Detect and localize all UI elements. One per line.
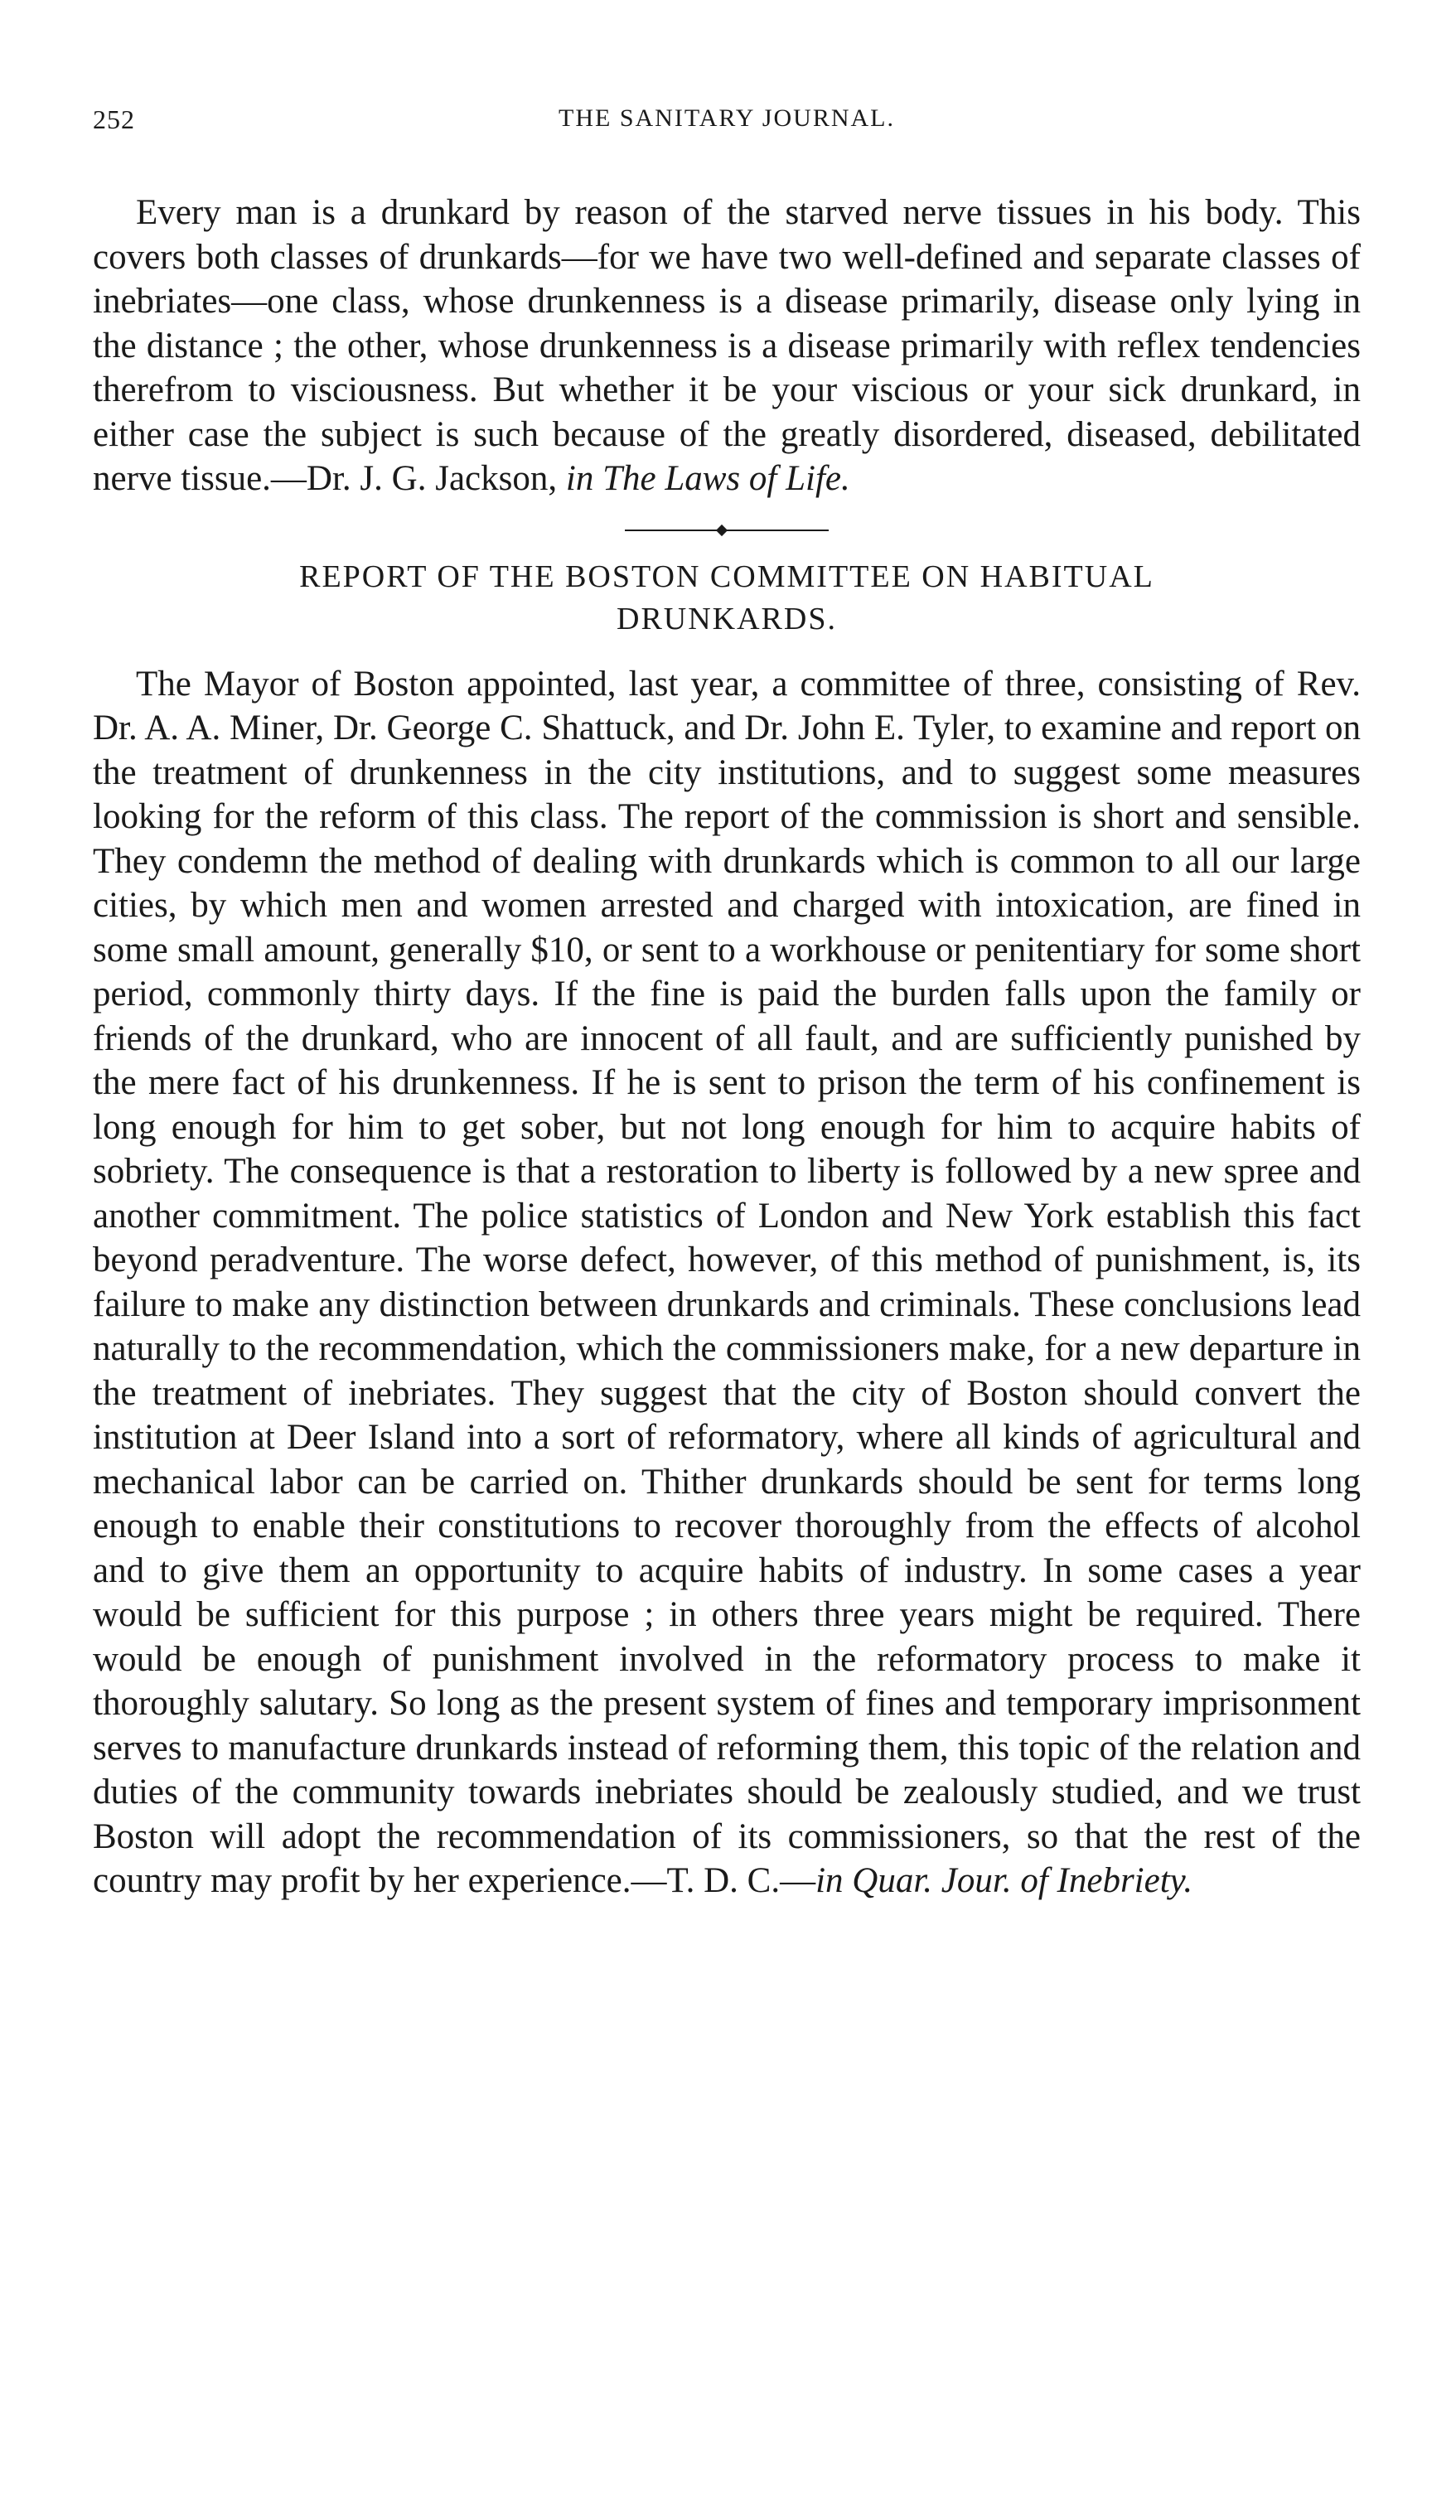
paragraph-2-citation: in Quar. Jour. of Inebriety.	[815, 1861, 1193, 1900]
document-page	[93, 98, 1361, 1903]
paragraph-1-text: Every man is a drunkard by reason of the starved nerve tissues in his body. This covers both classes of drunkards—for we have two well-defined and separate classes of inebriates—one class, whose drunkenness is a disease primarily, disease only lying in the distance ; the other, whose drunkenness is a disease primarily with reflex tendencies therefrom to visciousness. But whether it be your viscious or your sick drunkard, in either case the subject is such because of the greatly disordered, diseased, debilitated nerve tissue.—Dr. J. G. Jackson,	[93, 193, 1361, 498]
paragraph-2-text: The Mayor of Boston appointed, last year, a committee of three, consisting of Rev. Dr. A. A. Miner, Dr. George C. Shattuck, and Dr. John E. Tyler, to examine and report on the treatment of drunkenness in the city institutions, and to suggest some measures looking for the reform of this class. The report of the commission is short and sensible. They condemn the method of dealing with drunkards which is common to all our large cities, by which men and women arrested and charged with intoxication, are fined in some small amount, generally $10, or sent to a workhouse or penitentiary for some short period, commonly thirty days. If the fine is paid the burden falls upon the family or friends of the drunkard, who are innocent of all fault, and are sufficiently punished by the mere fact of his drunkenness. If he is sent to prison the term of his confinement is long enough for him to get sober, but not long enough for him to acquire habits of sobriety. The consequence is that a restoration to liberty is followed by a new spree and another commitment. The police statistics of London and New York establish this fact beyond peradventure. The worse defect, however, of this method of punishment, is, its failure to make any distinction between drunkards and criminals. These conclusions lead naturally to the recommendation, which the commissioners make, for a new departure in the treatment of inebriates. They suggest that the city of Boston should convert the institution at Deer Island into a sort of reformatory, where all kinds of agricultural and mechanical labor can be carried on. Thither drunkards should be sent for terms long enough to enable their constitutions to recover thoroughly from the effects of alcohol and to give them an opportunity to acquire habits of industry. In some cases a year would be sufficient for this purpose ; in others three years might be required. There would be enough of punishment involved in the reformatory process to make it thoroughly salutary. So long as the present system of fines and temporary imprisonment serves to manufacture drunkards instead of reforming them, this topic of the relation and duties of the community towards inebriates should be zealously studied, and we trust Boston will adopt the recommendation of its commissioners, so that the rest of the country may profit by her experience.—T. D. C.—	[93, 664, 1361, 1900]
section-heading-line-2: DRUNKARDS.	[617, 601, 837, 636]
running-head	[93, 98, 1361, 148]
section-heading	[93, 556, 1361, 641]
paragraph-boston-committee-report	[93, 662, 1361, 1903]
divider-ornament	[716, 524, 728, 535]
paragraph-1-citation: in The Laws of Life.	[565, 459, 850, 498]
section-heading-line-1: REPORT OF THE BOSTON COMMITTEE ON HABITUAL	[299, 559, 1154, 594]
paragraph-drunkard-nerve-tissue	[93, 191, 1361, 501]
page-number: 252	[93, 104, 135, 134]
journal-title: THE SANITARY JOURNAL.	[559, 104, 895, 132]
section-divider	[625, 530, 829, 531]
